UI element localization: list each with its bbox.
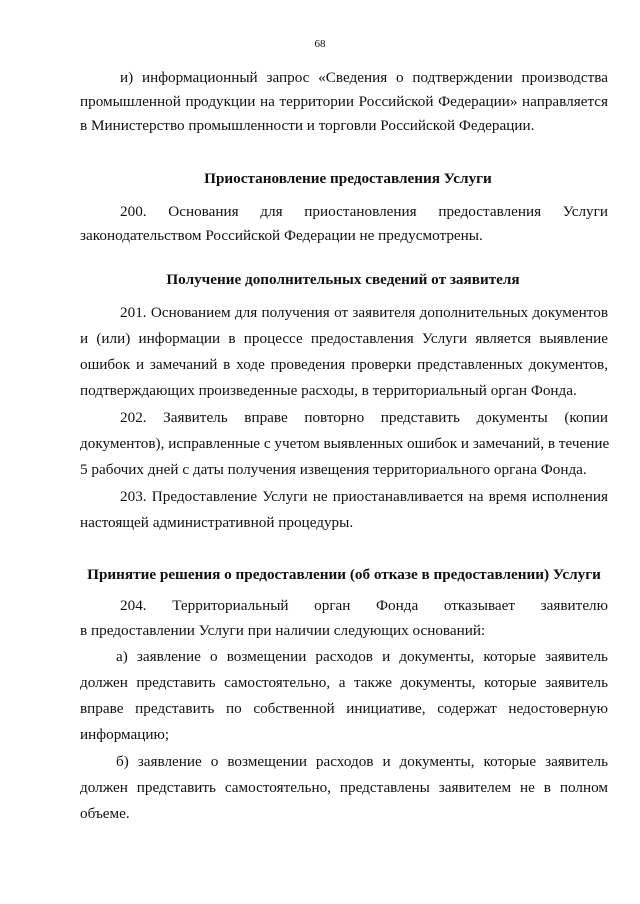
section-heading-additional-info: Получение дополнительных сведений от заявителя	[166, 271, 520, 288]
paragraph-204-line-1: 204. Территориальный орган Фонда отказывает заявителю	[120, 597, 608, 614]
paragraph-201-line-2: и (или) информации в процессе предоставления Услуги является выявление	[80, 330, 608, 347]
paragraph-b-line-2: должен представить самостоятельно, представлены заявителем не в полном	[80, 779, 608, 796]
paragraph-b-line-1: б) заявление о возмещении расходов и документы, которые заявитель	[116, 753, 608, 770]
paragraph-i-line-1: и) информационный запрос «Сведения о подтверждении производства	[120, 69, 608, 86]
paragraph-a-line-2: должен представить самостоятельно, а также документы, которые заявитель	[80, 674, 608, 691]
paragraph-203-line-1: 203. Предоставление Услуги не приостанавливается на время исполнения	[120, 488, 608, 505]
paragraph-202-line-1: 202. Заявитель вправе повторно представить документы (копии	[120, 409, 608, 426]
paragraph-202-line-2: документов), исправленные с учетом выявленных ошибок и замечаний, в течение	[80, 435, 610, 452]
paragraph-i-line-3: в Министерство промышленности и торговли Российской Федерации.	[80, 117, 535, 134]
paragraph-a-line-3: вправе представить по собственной инициативе, содержат недостоверную	[80, 700, 608, 717]
paragraph-203-line-2: настоящей административной процедуры.	[80, 514, 354, 531]
paragraph-200-line-1: 200. Основания для приостановления предоставления Услуги	[120, 203, 608, 220]
section-heading-decision: Принятие решения о предоставлении (об отказе в предоставлении) Услуги	[87, 566, 601, 583]
paragraph-201-line-1: 201. Основанием для получения от заявителя дополнительных документов	[120, 304, 608, 321]
page-number: 68	[314, 38, 326, 50]
paragraph-201-line-4: подтверждающих произведенные расходы, в территориальный орган Фонда.	[80, 382, 577, 399]
paragraph-204-line-2: в предоставлении Услуги при наличии следующих оснований:	[80, 622, 486, 639]
paragraph-200-line-2: законодательством Российской Федерации не предусмотрены.	[80, 227, 483, 244]
paragraph-202-line-3: 5 рабочих дней с даты получения извещения территориального органа Фонда.	[80, 461, 587, 478]
paragraph-a-line-4: информацию;	[80, 726, 170, 743]
paragraph-a-line-1: а) заявление о возмещении расходов и документы, которые заявитель	[116, 648, 608, 665]
paragraph-i-line-2: промышленной продукции на территории Российской Федерации» направляется	[80, 93, 608, 110]
section-heading-suspension: Приостановление предоставления Услуги	[204, 170, 492, 187]
paragraph-b-line-3: объеме.	[80, 805, 130, 822]
paragraph-201-line-3: ошибок и замечаний в ходе проведения проверки представленных документов,	[80, 356, 608, 373]
